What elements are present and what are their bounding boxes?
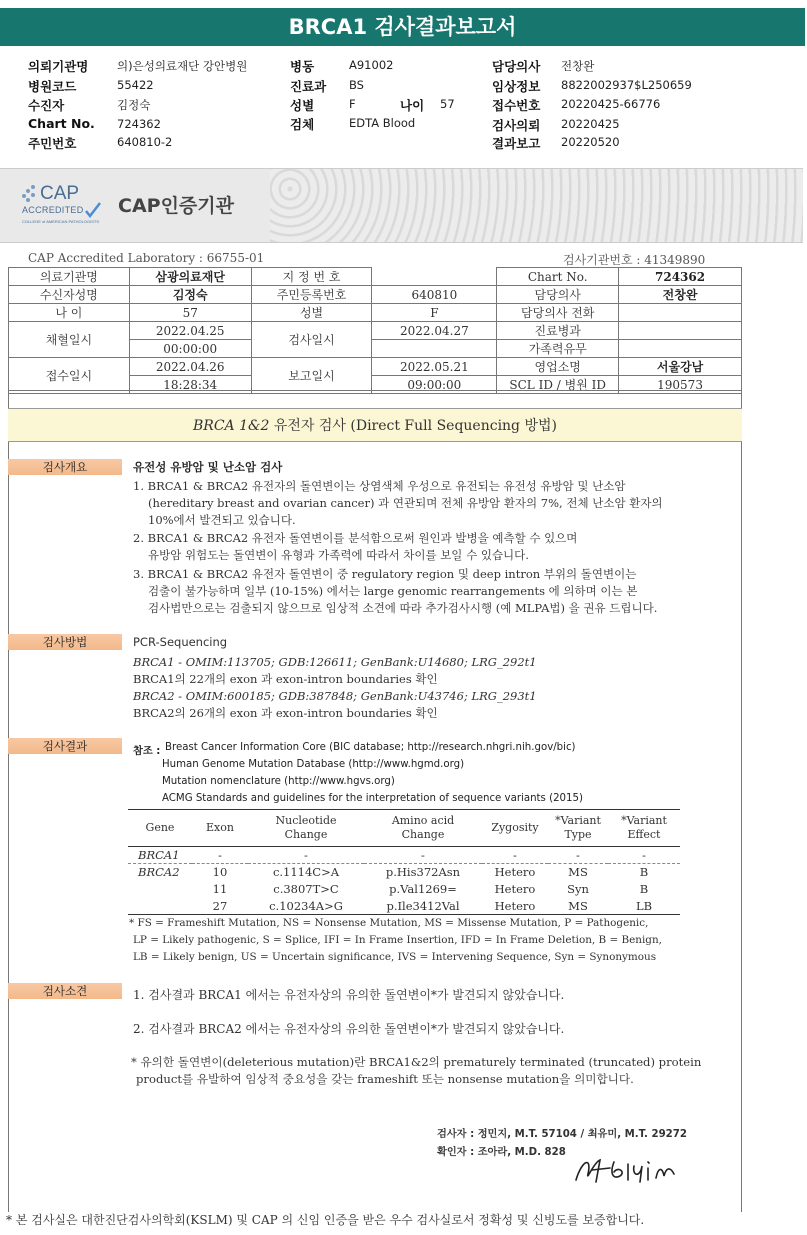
info-value-sex: F bbox=[372, 304, 497, 322]
overview-line-3: 10%에서 발견되고 있습니다. bbox=[148, 513, 296, 527]
conclusion-line-2: 2. 검사결과 BRCA2 에서는 유전자상의 유의한 돌연변이*가 발견되지 않았습니다. bbox=[133, 1022, 565, 1036]
variant-cell: Hetero bbox=[482, 898, 548, 915]
label-hospital-code: 병원코드 bbox=[28, 79, 77, 94]
label-specimen: 검체 bbox=[290, 117, 315, 132]
info-value-institution: 삼광의료재단 bbox=[129, 268, 251, 286]
value-dept: BS bbox=[349, 78, 364, 92]
info-label: 의료기관명 bbox=[9, 268, 130, 286]
conclusion-line-1: 1. 검사결과 BRCA1 에서는 유전자상의 유의한 돌연변이*가 발견되지 않았습니다. bbox=[133, 988, 565, 1002]
label-sex: 성별 bbox=[290, 98, 315, 113]
ref-prefix: 참조 : bbox=[133, 746, 161, 757]
label-ward: 병동 bbox=[290, 59, 315, 74]
value-institution: 의)은성의료재단 강안병원 bbox=[117, 59, 248, 73]
section-label-overview: 검사개요 bbox=[8, 459, 122, 475]
info-label: 담당의사 bbox=[497, 286, 619, 304]
method-line-3: BRCA1의 22개의 exon 과 exon-intron boundaries 확인 bbox=[133, 672, 438, 686]
info-label: 지 정 번 호 bbox=[251, 268, 372, 286]
variant-cell: Hetero bbox=[494, 882, 536, 896]
info-label: 보고일시 bbox=[251, 358, 372, 394]
info-label: 가족력유무 bbox=[497, 340, 619, 358]
variant-cell: BRCA2 bbox=[138, 865, 180, 880]
label-result-date: 결과보고 bbox=[492, 136, 541, 151]
value-clinical-info: 8822002937$L250659 bbox=[561, 78, 692, 92]
label-dept: 진료과 bbox=[290, 79, 327, 94]
variant-cell: MS bbox=[548, 898, 608, 915]
overview-line-2: (hereditary breast and ovarian cancer) 과 연관되며 전체 유방암 환자의 7%, 전체 난소암 환자의 bbox=[148, 496, 663, 510]
report-section-title bbox=[8, 408, 742, 442]
method-line-5: BRCA2의 26개의 exon 과 exon-intron boundaries 확인 bbox=[133, 706, 438, 720]
footnote-line-2: LP = Likely pathogenic, S = Splice, IFI = In Frame Insertion, IFD = In Frame Deletion, B = Benign, bbox=[133, 934, 662, 946]
cap-logo bbox=[20, 181, 110, 229]
cap-logo-college: COLLEGE of AMERICAN PATHOLOGISTS bbox=[22, 219, 99, 224]
section-label-conclusion: 검사소견 bbox=[8, 983, 122, 999]
value-sex: F bbox=[349, 97, 356, 111]
info-value-family bbox=[619, 340, 742, 358]
cap-banner bbox=[0, 168, 803, 243]
variant-header-zygosity: Zygosity bbox=[482, 810, 548, 847]
info-label: SCL ID / 병원 ID bbox=[497, 376, 619, 394]
variant-cell: - bbox=[192, 847, 248, 864]
report-title-rest: 유전자 검사 (Direct Full Sequencing 방법) bbox=[269, 418, 557, 434]
method-line-1: PCR-Sequencing bbox=[133, 635, 228, 649]
variant-header-effect: *Variant Effect bbox=[608, 810, 680, 847]
variant-cell: B bbox=[639, 865, 649, 880]
label-chart-no: Chart No. bbox=[28, 116, 95, 131]
info-value-report-date: 2022.05.21 bbox=[372, 358, 497, 376]
info-label: 영업소명 bbox=[497, 358, 619, 376]
info-value-sales: 서울강남 bbox=[619, 358, 742, 376]
label-doctor: 담당의사 bbox=[492, 59, 541, 74]
ref-line-3: Mutation nomenclature (http://www.hgvs.org) bbox=[162, 776, 395, 787]
ref-line-1: Breast Cancer Information Core (BIC database; http://research.nhgri.nih.gov/bic) bbox=[165, 742, 576, 753]
overview-line-5: 유방암 위험도는 돌연변이 유형과 가족력에 따라서 차이를 보일 수 있습니다. bbox=[148, 548, 529, 562]
overview-line-8: 검사법만으로는 검출되지 않으므로 임상적 소견에 따라 추가검사시행 (예 MLPA법) 을 권유 드립니다. bbox=[148, 601, 658, 615]
signature-icon bbox=[570, 1152, 710, 1188]
overview-heading: 유전성 유방암 및 난소암 검사 bbox=[133, 460, 283, 474]
variant-header-nucleotide: Nucleotide Change bbox=[248, 810, 364, 847]
label-request-date: 검사의뢰 bbox=[492, 118, 541, 133]
variant-cell: c.3807T>C bbox=[273, 882, 339, 896]
value-doctor: 전창완 bbox=[561, 59, 595, 73]
cap-logo-accredited: ACCREDITED bbox=[22, 205, 84, 215]
variant-cell: - bbox=[248, 847, 364, 864]
label-institution: 의뢰기관명 bbox=[28, 59, 89, 74]
info-label: 성별 bbox=[251, 304, 372, 322]
info-value-collect-time: 00:00:00 bbox=[129, 340, 251, 358]
variant-cell: - bbox=[608, 847, 680, 864]
conclusion-note-2: product를 유발하여 임상적 중요성을 갖는 frameshift 또는 nonsense mutation을 의미합니다. bbox=[136, 1072, 634, 1086]
table-row bbox=[128, 881, 680, 898]
variant-cell: 27 bbox=[192, 898, 248, 915]
variant-cell: B bbox=[639, 882, 649, 896]
confirmer-line: 확인자 : 조아라, M.D. 828 bbox=[437, 1147, 566, 1158]
info-label: 담당의사 전화 bbox=[497, 304, 619, 322]
variant-cell: MS bbox=[568, 865, 588, 880]
info-value-doctor: 전창완 bbox=[619, 286, 742, 304]
value-ward: A91002 bbox=[349, 58, 394, 72]
table-row bbox=[128, 898, 680, 915]
info-value-dept bbox=[619, 322, 742, 340]
label-patient: 수진자 bbox=[28, 98, 65, 113]
section-label-result: 검사결과 bbox=[8, 738, 122, 754]
variant-cell: c.1114C>A bbox=[272, 865, 340, 880]
info-label: 수신자성명 bbox=[9, 286, 130, 304]
info-label: 나 이 bbox=[9, 304, 130, 322]
patient-info-table bbox=[8, 267, 742, 394]
variant-cell: p.Ile3412Val bbox=[364, 898, 482, 915]
variant-cell: - bbox=[548, 847, 608, 864]
value-request-date: 20220425 bbox=[561, 117, 620, 131]
overview-line-4: 2. BRCA1 & BRCA2 유전자 돌연변이를 분석함으로써 원인과 발병을 예측할 수 있으며 bbox=[133, 531, 578, 545]
info-value-doctor-phone bbox=[619, 304, 742, 322]
info-value-age: 57 bbox=[129, 304, 251, 322]
info-label: 검사일시 bbox=[251, 322, 372, 358]
value-result-date: 20220520 bbox=[561, 135, 620, 149]
variant-cell: - bbox=[482, 847, 548, 864]
variant-header-amino-acid: Amino acid Change bbox=[364, 810, 482, 847]
info-label: 접수일시 bbox=[9, 358, 130, 394]
label-age: 나이 bbox=[400, 98, 425, 113]
info-label: 주민등록번호 bbox=[251, 286, 372, 304]
variant-cell: 11 bbox=[212, 882, 228, 896]
variant-cell: p.Val1269= bbox=[389, 882, 457, 896]
value-patient: 김정숙 bbox=[117, 98, 151, 112]
section-label-method: 검사방법 bbox=[8, 634, 122, 650]
info-label: Chart No. bbox=[497, 268, 619, 286]
variant-cell: LB bbox=[608, 898, 680, 915]
variant-cell: Hetero bbox=[494, 865, 536, 880]
info-label: 진료병과 bbox=[497, 322, 619, 340]
info-value-report-time: 09:00:00 bbox=[372, 376, 497, 394]
table-row bbox=[128, 847, 680, 864]
variant-header-type: *Variant Type bbox=[548, 810, 608, 847]
value-specimen: EDTA Blood bbox=[349, 116, 416, 130]
variant-header-gene: Gene bbox=[128, 810, 192, 847]
info-value-patient: 김정숙 bbox=[129, 286, 251, 304]
ref-line-4: ACMG Standards and guidelines for the interpretation of sequence variants (2015) bbox=[162, 793, 583, 804]
cap-logo-word: CAP bbox=[40, 183, 80, 204]
info-value-collect-date: 2022.04.25 bbox=[129, 322, 251, 340]
variant-cell: - bbox=[364, 847, 482, 864]
banner-pattern bbox=[270, 169, 803, 243]
variant-header-exon: Exon bbox=[192, 810, 248, 847]
info-value-scl: 190573 bbox=[619, 376, 742, 394]
footnote-line-1: * FS = Frameshift Mutation, NS = Nonsense Mutation, MS = Missense Mutation, P = Pathogenic, bbox=[129, 917, 649, 929]
variant-cell: c.10234A>G bbox=[248, 898, 364, 915]
variant-cell bbox=[128, 898, 192, 915]
method-line-2: BRCA1 - OMIM:113705; GDB:126611; GenBank:U14680; LRG_292t1 bbox=[133, 655, 537, 669]
exam-institution-number: 검사기관번호 : 41349890 bbox=[563, 253, 706, 267]
report-title-gene: BRCA 1&2 bbox=[193, 418, 270, 434]
variant-cell: 10 bbox=[212, 865, 228, 880]
variant-cell: BRCA1 bbox=[128, 847, 192, 864]
label-clinical-info: 임상정보 bbox=[492, 79, 541, 94]
info-value-receive-time: 18:28:34 bbox=[129, 376, 251, 394]
info-value-receive-date: 2022.04.26 bbox=[129, 358, 251, 376]
cap-lab-number: CAP Accredited Laboratory : 66755-01 bbox=[28, 251, 265, 265]
value-receipt-no: 20220425-66776 bbox=[561, 97, 661, 111]
label-receipt-no: 접수번호 bbox=[492, 98, 541, 113]
variant-cell: Syn bbox=[567, 882, 589, 896]
method-line-4: BRCA2 - OMIM:600185; GDB:387848; GenBank:U43746; LRG_293t1 bbox=[133, 689, 537, 703]
bottom-certification-note: * 본 검사실은 대한진단검사의학회(KSLM) 및 CAP 의 신임 인증을 받은 우수 검사실로서 정확성 및 신빙도를 보증합니다. bbox=[6, 1213, 645, 1227]
overview-line-6: 3. BRCA1 & BRCA2 유전자 돌연변이 중 regulatory region 및 deep intron 부위의 돌연변이는 bbox=[133, 567, 637, 581]
info-label: 채혈일시 bbox=[9, 322, 130, 358]
value-rrn: 640810-2 bbox=[117, 135, 173, 149]
examiner-line: 검사자 : 정민지, M.T. 57104 / 최유미, M.T. 29272 bbox=[437, 1129, 687, 1140]
info-value-test-date: 2022.04.27 bbox=[372, 322, 497, 340]
info-value-chart: 724362 bbox=[619, 268, 742, 286]
conclusion-note-1: * 유의한 돌연변이(deleterious mutation)란 BRCA1&2의 prematurely terminated (truncated) protein bbox=[131, 1055, 702, 1069]
cap-accredited-label: CAP인증기관 bbox=[118, 195, 234, 217]
ref-line-2: Human Genome Mutation Database (http://www.hgmd.org) bbox=[162, 759, 465, 770]
overview-line-1: 1. BRCA1 & BRCA2 유전자의 돌연변이는 상염색체 우성으로 유전되는 유전성 유방암 및 난소암 bbox=[133, 479, 626, 493]
value-chart-no: 724362 bbox=[117, 117, 161, 131]
variant-table bbox=[128, 809, 680, 915]
label-rrn: 주민번호 bbox=[28, 136, 77, 151]
table-row bbox=[128, 864, 680, 881]
report-title-bar: BRCA1 검사결과보고서 bbox=[0, 8, 805, 46]
info-value-test-time bbox=[372, 340, 497, 358]
value-hospital-code: 55422 bbox=[117, 78, 154, 92]
overview-line-7: 검출이 불가능하며 일부 (10-15%) 에서는 large genomic rearrangements 에 의하며 이는 본 bbox=[148, 584, 638, 598]
variant-cell bbox=[128, 881, 192, 898]
value-age: 57 bbox=[440, 97, 455, 111]
info-value-designation bbox=[372, 268, 497, 286]
footnote-line-3: LB = Likely benign, US = Uncertain significance, IVS = Intervening Sequence, Syn = Synonymous bbox=[133, 951, 657, 963]
info-value-rrn: 640810 bbox=[372, 286, 497, 304]
variant-cell: p.His372Asn bbox=[385, 865, 461, 880]
